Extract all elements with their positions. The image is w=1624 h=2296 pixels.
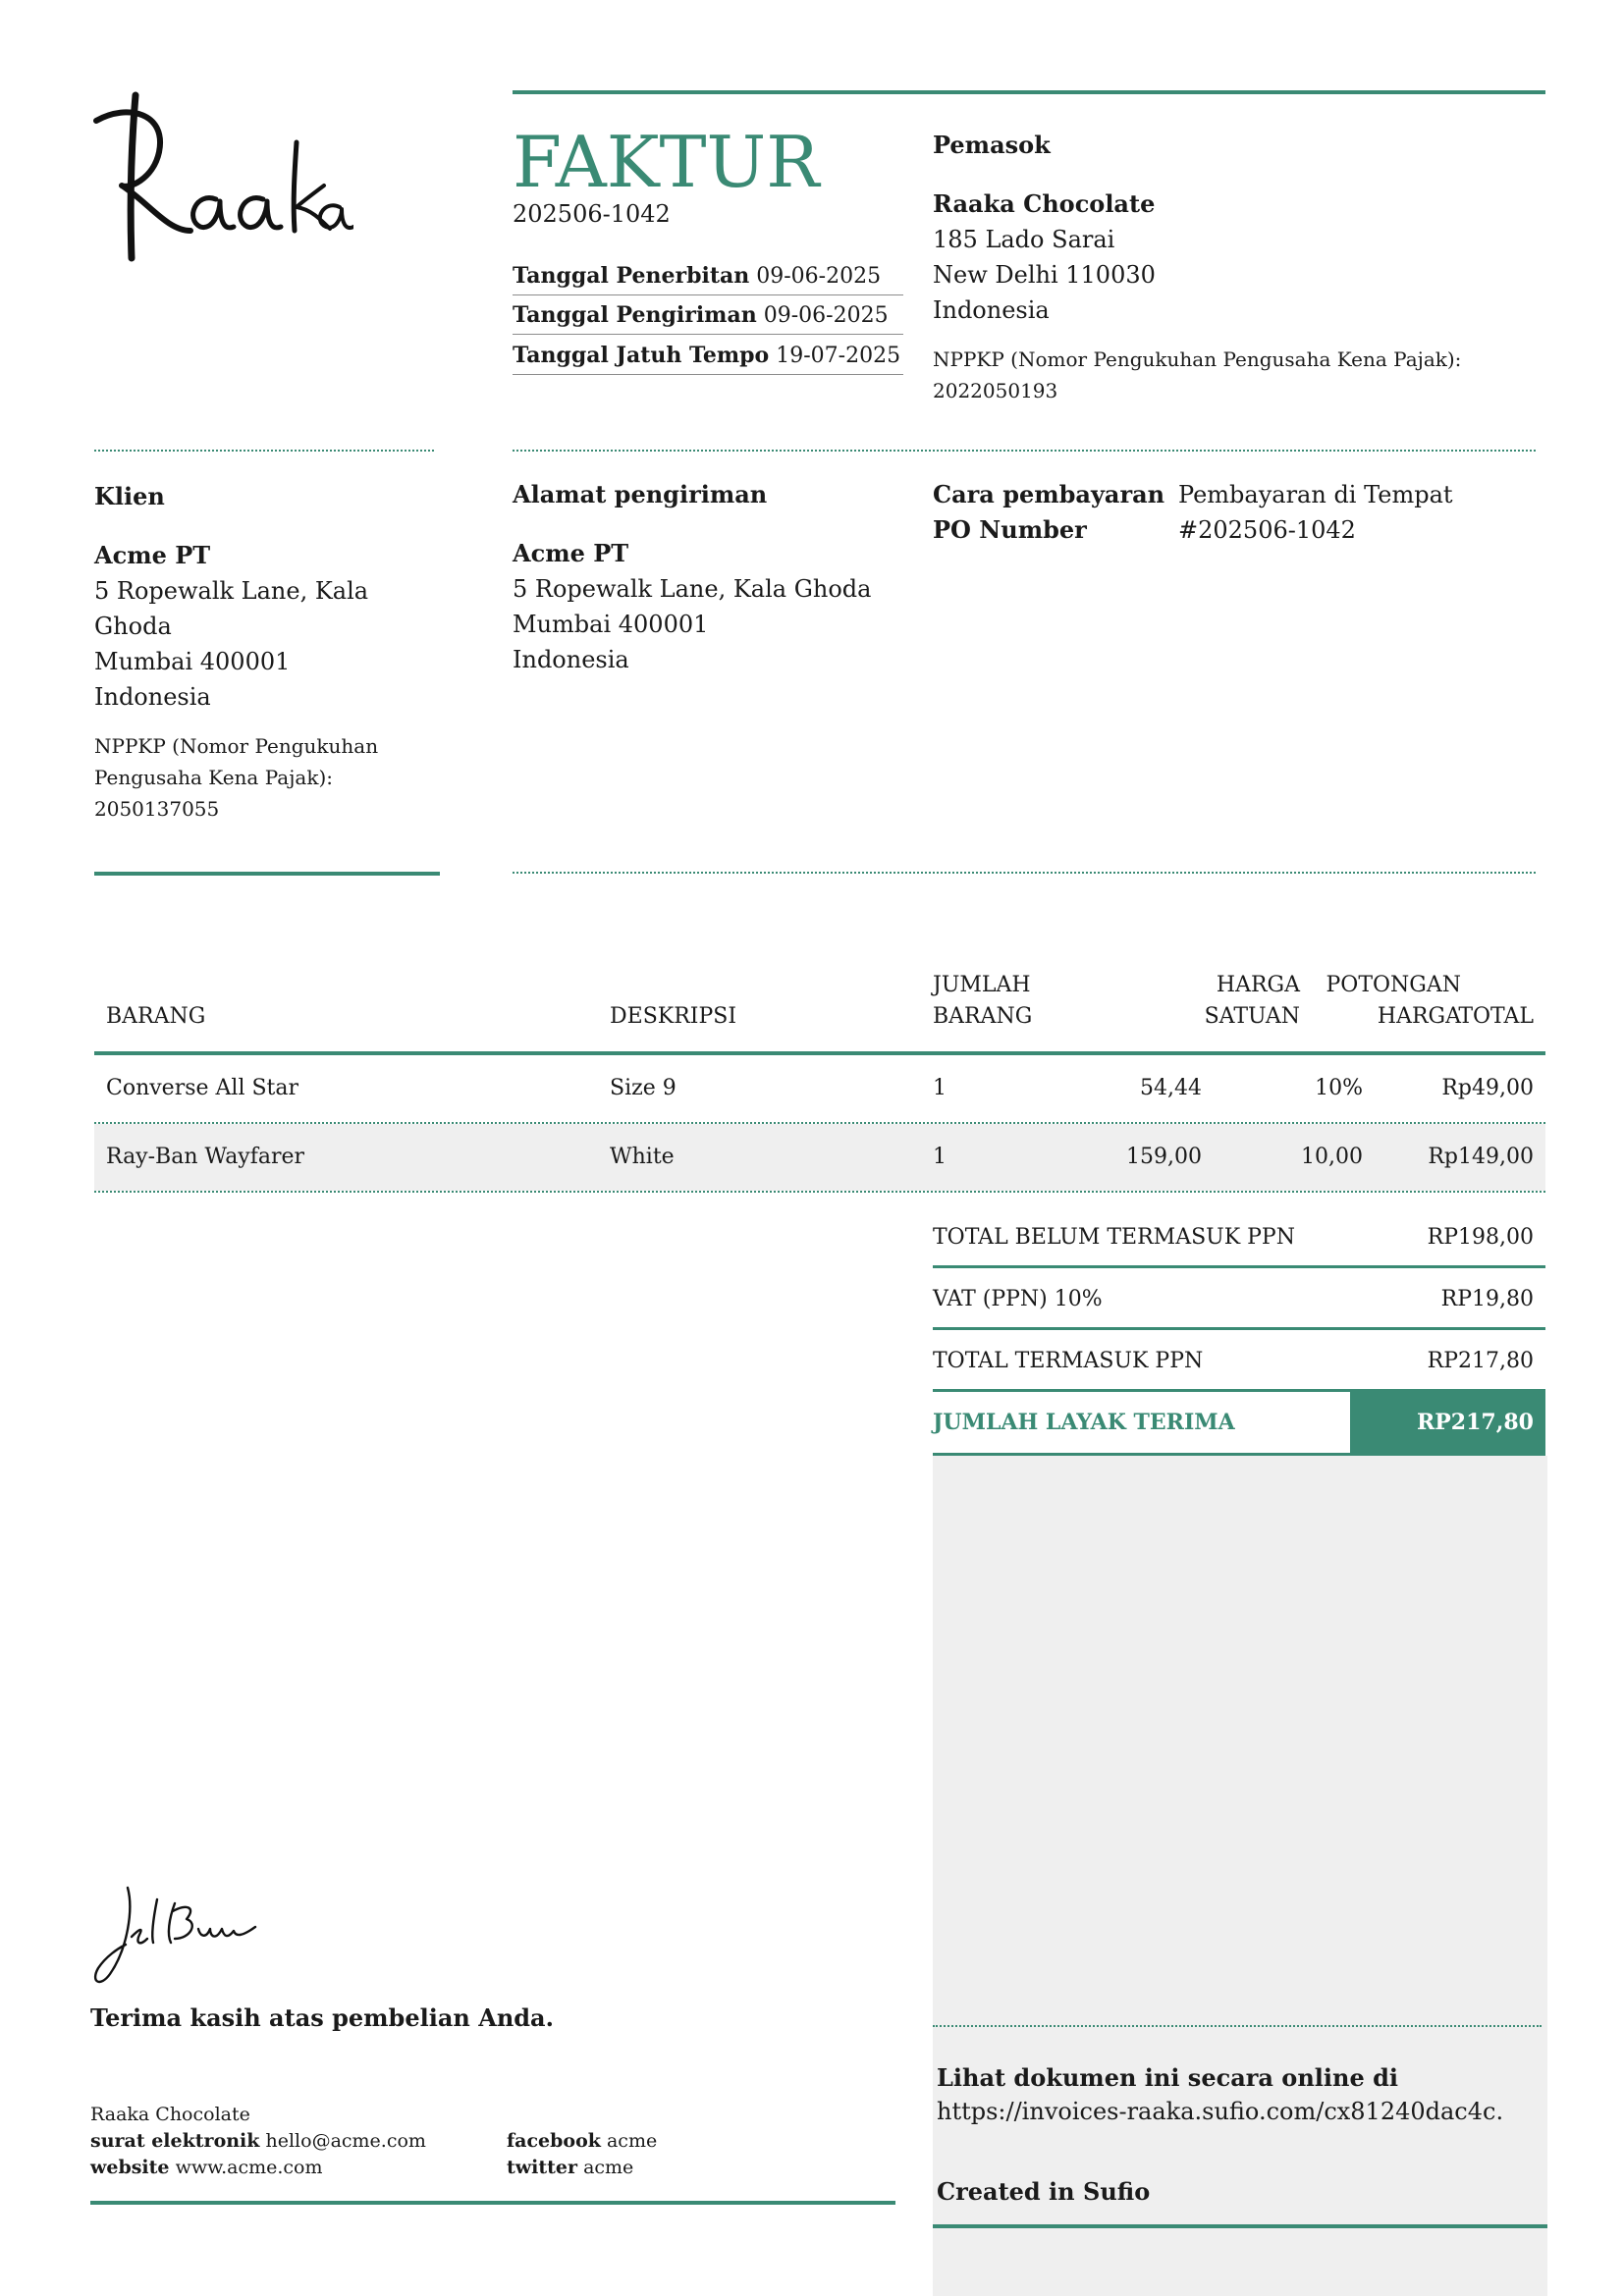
date-row-due: [513, 335, 903, 375]
client-address-line: 5 Ropewalk Lane, Kala: [94, 577, 369, 605]
totals-rule: [933, 1327, 1545, 1330]
online-label: Lihat dokumen ini secara online di: [937, 2063, 1398, 2092]
total-incl-label: TOTAL TERMASUK PPN: [933, 1349, 1204, 1373]
date-row-issue: [513, 257, 903, 295]
website-value[interactable]: www.acme.com: [175, 2157, 323, 2178]
header-unit-price-line: SATUAN: [1204, 1004, 1300, 1029]
client-block: [94, 479, 438, 825]
supplier-address-line: New Delhi 110030: [933, 261, 1156, 289]
subtotal-value: RP198,00: [1427, 1225, 1534, 1250]
invoice-dates: [513, 257, 903, 375]
client-address-line: Indonesia: [94, 683, 211, 711]
header-discount: [1326, 970, 1461, 1033]
po-number-row: [933, 512, 1542, 548]
amount-due-value: RP217,80: [1416, 1410, 1534, 1435]
cell-quantity: 1: [933, 1145, 947, 1169]
client-tax-label: NPPKP (Nomor Pengukuhan: [94, 734, 379, 758]
vat-value: RP19,80: [1440, 1287, 1534, 1311]
cell-total: Rp49,00: [1441, 1076, 1534, 1100]
date-value: 19-07-2025: [776, 344, 901, 368]
client-address-line: Mumbai 400001: [94, 648, 291, 675]
footer-facebook: [507, 2128, 657, 2155]
cell-discount: 10%: [1315, 1076, 1363, 1100]
header-top-rule: [513, 90, 1545, 94]
online-url-line: [937, 2095, 1542, 2128]
divider: [94, 872, 440, 876]
header-quantity-line: JUMLAH: [933, 973, 1031, 997]
cell-unit-price: 54,44: [1140, 1076, 1202, 1100]
twitter-label: twitter: [507, 2157, 578, 2178]
items-table: [94, 962, 1545, 1194]
shipping-block: [513, 477, 905, 677]
supplier-address-line: 185 Lado Sarai: [933, 226, 1115, 253]
subtotal-row: [933, 1207, 1545, 1268]
date-label: Tanggal Jatuh Tempo: [513, 343, 770, 368]
supplier-block: [933, 128, 1542, 406]
cell-quantity: 1: [933, 1076, 947, 1100]
facebook-value[interactable]: acme: [606, 2130, 658, 2152]
amount-due-label: JUMLAH LAYAK TERIMA: [933, 1410, 1235, 1435]
footer-rule-left: [90, 2201, 895, 2205]
shipping-name: Acme PT: [513, 539, 629, 567]
twitter-value[interactable]: acme: [583, 2157, 634, 2178]
supplier-tax-id: 2022050193: [933, 379, 1058, 402]
payment-method-row: [933, 477, 1542, 512]
footer-twitter: [507, 2155, 633, 2181]
payment-method-label: Cara pembayaran: [933, 480, 1165, 508]
date-value: 09-06-2025: [756, 264, 882, 289]
invoice-number: 202506-1042: [513, 200, 671, 228]
divider: [933, 2025, 1542, 2027]
client-tax-label: Pengusaha Kena Pajak):: [94, 766, 333, 789]
po-number-label: PO Number: [933, 515, 1087, 544]
website-label: website: [90, 2157, 170, 2178]
total-incl-row: [933, 1331, 1545, 1392]
online-panel: [933, 1456, 1547, 2296]
shipping-address-line: Mumbai 400001: [513, 611, 709, 638]
online-url[interactable]: https://invoices-raaka.sufio.com/cx81240dac4c: [937, 2098, 1496, 2125]
date-label: Tanggal Penerbitan: [513, 263, 750, 289]
payment-method-value: Pembayaran di Tempat: [1178, 481, 1453, 508]
footer-website: [90, 2155, 323, 2181]
cell-unit-price: 159,00: [1126, 1145, 1202, 1169]
row-divider: [94, 1191, 1545, 1193]
cell-description: White: [610, 1145, 675, 1169]
client-address-line: Ghoda: [94, 613, 172, 640]
brand-logo: [88, 83, 353, 270]
table-row: [94, 1124, 1545, 1191]
vat-label: VAT (PPN) 10%: [933, 1287, 1103, 1311]
header-discount-line: HARGA: [1377, 1004, 1461, 1029]
date-row-shipping: [513, 295, 903, 335]
date-label: Tanggal Pengiriman: [513, 302, 757, 328]
header-quantity: [933, 970, 1032, 1033]
supplier-heading: Pemasok: [933, 131, 1051, 159]
shipping-heading: Alamat pengiriman: [513, 480, 768, 508]
footer-rule-right: [933, 2224, 1547, 2228]
supplier-name: Raaka Chocolate: [933, 189, 1156, 218]
subtotal-label: TOTAL BELUM TERMASUK PPN: [933, 1225, 1295, 1250]
cell-item: Ray-Ban Wayfarer: [106, 1145, 305, 1169]
online-link-block: [937, 2061, 1542, 2128]
vat-row: [933, 1269, 1545, 1330]
header-discount-line: POTONGAN: [1326, 973, 1461, 997]
total-incl-value: RP217,80: [1427, 1349, 1534, 1373]
divider: [94, 450, 434, 452]
shipping-address-line: Indonesia: [513, 646, 629, 673]
header-item: BARANG: [106, 1004, 206, 1029]
signature: [88, 1880, 265, 1993]
supplier-address-line: Indonesia: [933, 296, 1050, 324]
cell-total: Rp149,00: [1428, 1145, 1534, 1169]
table-row: [94, 1055, 1545, 1122]
cell-description: Size 9: [610, 1076, 677, 1100]
supplier-tax-label: NPPKP (Nomor Pengukuhan Pengusaha Kena Pajak):: [933, 347, 1462, 371]
client-name: Acme PT: [94, 541, 211, 569]
divider: [513, 450, 1536, 452]
footer-company: Raaka Chocolate: [90, 2104, 250, 2125]
header-unit-price: [1205, 970, 1300, 1033]
email-label: surat elektronik: [90, 2130, 260, 2152]
totals-rule: [933, 1265, 1545, 1268]
footer-email: [90, 2128, 426, 2155]
online-url-period: .: [1495, 2098, 1504, 2125]
date-value: 09-06-2025: [763, 303, 889, 328]
header-total: TOTAL: [1458, 1004, 1534, 1029]
amount-due-row: [933, 1392, 1545, 1453]
divider: [513, 872, 1536, 874]
shipping-address-line: 5 Ropewalk Lane, Kala Ghoda: [513, 575, 872, 603]
header-description: DESKRIPSI: [610, 1004, 737, 1029]
cell-discount: 10,00: [1301, 1145, 1363, 1169]
facebook-label: facebook: [507, 2130, 601, 2152]
payment-block: [933, 477, 1542, 548]
invoice-title: FAKTUR: [513, 121, 820, 203]
client-tax-id: 2050137055: [94, 797, 220, 821]
cell-item: Converse All Star: [106, 1076, 299, 1100]
created-in-sufio: Created in Sufio: [937, 2177, 1151, 2206]
client-heading: Klien: [94, 482, 165, 510]
header-unit-price-line: HARGA: [1216, 973, 1300, 997]
email-value[interactable]: hello@acme.com: [265, 2130, 426, 2152]
header-quantity-line: BARANG: [933, 1004, 1033, 1029]
thank-you-message: Terima kasih atas pembelian Anda.: [90, 2003, 554, 2032]
po-number-value: #202506-1042: [1178, 516, 1356, 544]
